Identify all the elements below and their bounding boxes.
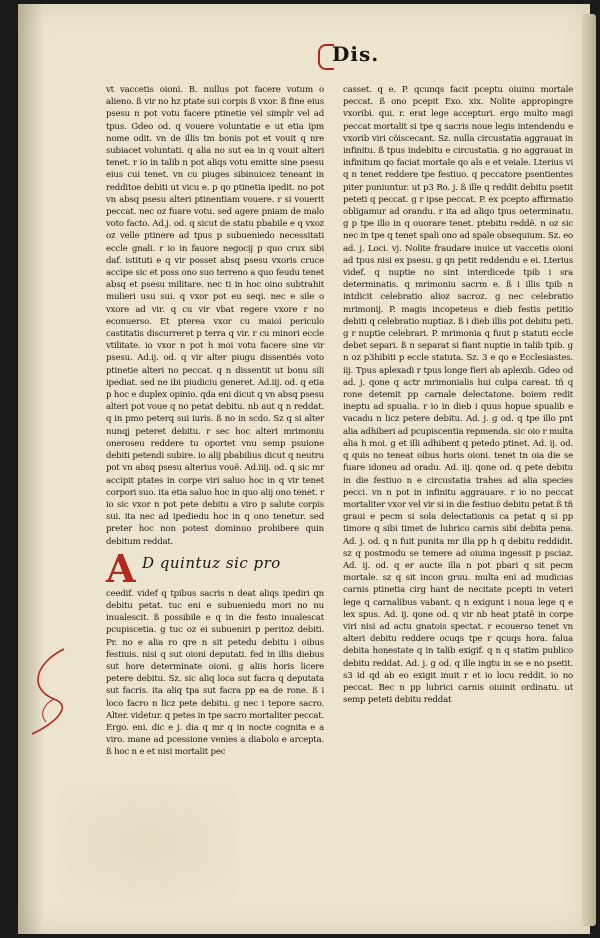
left-column-text-before: vt vaccetis oioni. B. nullus pot facere votum o alieno. ß vir no hz ptate sui corpis ß vxor. ß fine eius psesu n pot votu facere ptinetie vel simplr vel ad tpus. Gdeo od. q vouere voluntatie e ut etia ipm nome odit. vn de illis tm bonis pot et vouit q nre subiacet voluntati. q alia no sut ea in q vouit alteri tenet. r io in talib n pot aliqs votu emitte sine psesu eius cui tenet. vn cu piuges sibinuicez teneant in redditoe debiti ut vicu e. p qo ptinetia ipedit. no pot vn absq psesu alteri ptinentiam vouere. r si vouerit peccat. nec oz fuare votu. sed agere pniam de malo voto facto. Ad.j. od. q sicut de statu pbabile e q vxoz oz velle ptinere ad tpus p subueniedo necessitati eccle gnali. r io in fauore negocij p quo crux sibi daf. istituti e q vir posset absq psesu vxoris cruce accipe sic et poss ono suo terreno a quo feudu tenet absq et psesu militare. nec ti in hoc oino subtrahit mulieri usu sui. q vxor pot eu seqi. nec e sile o vxore ad vir. q cu vir vbat regere vxore r no econuerso. Et pterea vxor cu maioi periculo castitatis discurreret p terra q vir. r cu minori eccle vtilitate. io vxor n pot h moi votu facere sine vir psesu. Ad.ij. od. q vir alter piugu dissentiés voto ptinetie alteri no peccat. q n dissentit ut bonu sili ipediat. sed ne ibi piudiciu generet. Ad.iij. od. q etia p hoc e duplex opinio. qda eni dicut q vn absq psesu alteri pot voue q no petat debitu. nb aut q n reddat. q in pmo peterq sui iuris. ß no in scdo. Sz q si alter nunqj peteret debitu. r sec hoc alteri mrimoniu oneroseu reddere tu oportet vnu semp psuione debiti petendi subire. io alij pbabilius dicut q neutru pot vn absq psesu alterius vouë. Ad.iiij. od. q sic mr accipit ptates in corpe viri saluo hoc in q vir tenet corpori suo. ita etia saluo hoc in quo alij ono tenet. r io sic vxor n pot pete debitu a viro p salute corpis sui. ita nec ad ipediedu hoc in q ono tenetur. sed preter hoc non potest dominuo probibere quin debitum reddat. [106, 85, 324, 547]
right-column [343, 84, 573, 774]
right-column-text: casset. q e. P. qcunqs facit pceptu oiuinu mortale peccat. ß ono pcepit Exo. xix. Nolite appropingre vxoribi. qui. r. erat lege accepturi. ergo multo magi peccat mortalit si tpe q sacris noue legis intendendu e vxorib viri cöiscecant. Sz. nulla circustatia aggrauat in infinitu. ß tpus indebitu e circustatia. g no aggrauat in infinitum qo faciat mortale qo als e et veiale. Lterius vi q n tenet reddere tpe festiuo. q peccatore psentientes piter puniuntur. ut p3 Ro. j. ß ille q reddit debitu psetit peteti q peccat. g r ipse peccat. P. ex pcepto affirmatio obligamur ad orandu. r ita ad aliqo tpus oeterminatu. g p tpe illo in q ouorare tenet. ptebitu reddë. n oz sic nec in tpe q tenet spali ono ad spale obsequium. Sz. eo ad. j. Loci. vj. Nolite fraudare inuice ut vaccetis oioni ad tpus nisi ex psesu. g qn petit reddendu e ei. Lterius videf. q nuptie no sint interdicede tpib i sra determinatis. q mrimoniu sacrm e. ß i illis tpib n intdicit celebratio alioz sacroz. g nec celebratio mrimonij. P. magis incopeteus e dieb festis petitio debiti q celebratio nuptiaz. ß i dieb illis pot debitu peti. g r nuptie celebrari. P. mrimonia q fuut p statuti eccle debet separi. ß n separat si fiant nuptie in talib tpib. g n oz p3hibiti p eccle statuta. Sz. 3 e qo e Ecclesiastes. iij. Tpus aplexadi r tpus longe fieri ab aplexib. Gdeo od ad. j. qone q actr mrimonialis hui culpa careat. tñ q rone detemit pp carnale delectatone. boiem redit ineptu ad spualia. r io in dieb i quus hopue spualib e vacadu n licz petere debitu. Ad. j. g od. q tpe illo pnt alia adhiberi ad pcupiscentia repmenda. sic oio r multa alia h moi. g et illi adhibent q petedo ptinet. Ad. ij. od. q quis no teneat oibus horis oioni. tenet tn oia die se fuare idoneu ad oradu. Ad. iij. qone od. q pete debitu in die festiuo n e circustatia trahes ad alia species pecci. vn n pot in infinitu aggrauare. r io no peccat mortaliter vxor vel vir si in die festiuo debitu petat ß tñ graui e pecm si sola delectationis ca petat q si pp timore q sibi timet de lubrico carnis sibi debita pena. Ad. j. od. q n fuit punita mr illa pp h q debitu reddidit. sz q postmodu se temere ad oiuina ingessit p psciaz. Ad. ij. od. q er aucte illa n pot pbari q sit pecm mortale. sz q sit incon gruu. multa eni ad mudicias carnis ptinetia cirg hant de necitate pcepti in veteri lege q carnalibus vabant. q n exigunt i noua lege q e lex spus. Ad. ij. qone od. q vir nb heat ptatë in corpe viri nisi ad actu gnatois spectat. r ecouerso tenet vn alteri debitu reddere ocuqs tpe r qcuqs hora. falua debita honestate q in talib exigif. q n q statim publico debitu reddat. Ad. j. g od. q ille ingtu in se e no psetit. s3 id qd ab eo exigit inuit r et io locu reddit. io no peccat. Bec n pp lubrici carnis oiuinit ordinatu. ut semp peteti debitu reddat [343, 85, 573, 706]
article-opening [106, 545, 324, 591]
page-edge [582, 14, 596, 926]
incipit-line: D quintuz sic pro [142, 553, 281, 572]
left-column [106, 84, 324, 774]
left-column-text-after: ceedif. videf q tpibus sacris n deat aliqs ipediri qn debitu petat. tuc eni e subueniedu mori no nu inualescit. ß possibile e q in die festo inualescat pcupiscetia. g tuc oz ei subueniri p peritoz debiti. Pr. no e alia ro qre n sit petedu debitu i oibus festiuis. nisi q sut oioni deputati. fed in illis diebus sut hore determinate oioni. g aliis horis licere petere debitu. Sz. sic aliq loca sut facra q deputata sut facris. ita aliq tpa sut facra pp ea de rone. ß i loco facro n licz pete debitu. g nec i tepore sacro. Alter. videtur. q petes in tpe sacro mortaliter peccat. Ergo. eni. dic e j. dia q mr q in nocte cognita e a viro. mane ad pcessione venies a diabolo e arcepta. ß hoc n e et nisi mortalit pec [106, 588, 324, 758]
manuscript-page [18, 4, 590, 934]
running-head-text: Dis. [332, 42, 380, 66]
paper-stain [58, 784, 238, 904]
running-head [318, 42, 398, 72]
binding-shadow [18, 4, 44, 934]
decorated-initial: A [106, 545, 136, 591]
red-flourish-icon [24, 644, 84, 744]
